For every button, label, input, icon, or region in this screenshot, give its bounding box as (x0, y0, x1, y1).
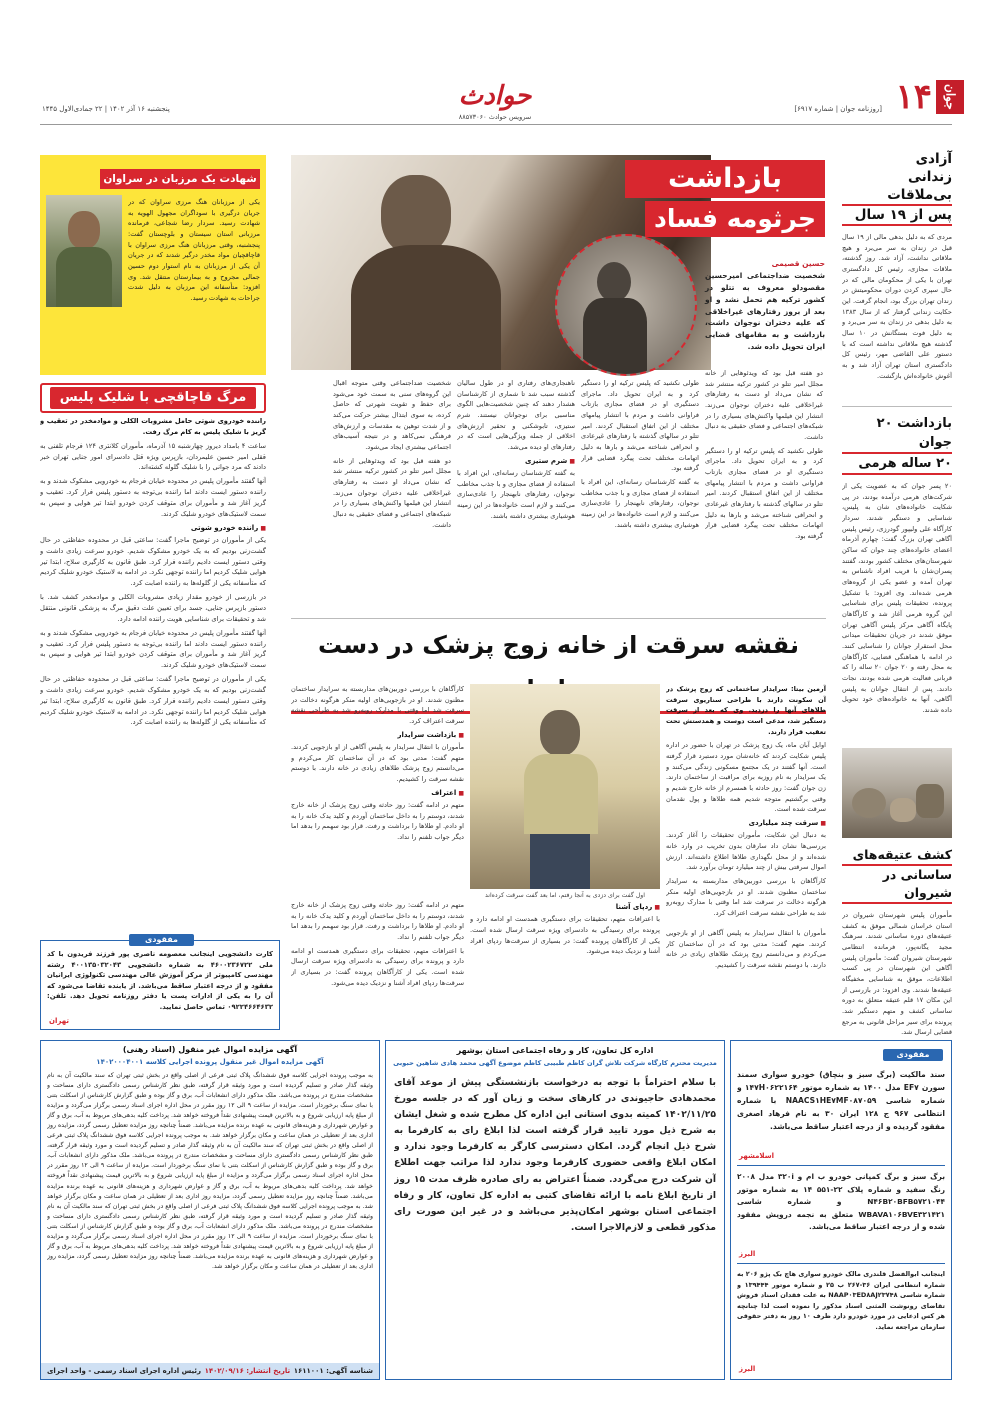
auction-notice (40, 1040, 380, 1380)
feature-paragraph: طولی نکشید که پلیس ترکیه او را دستگیر کرد و به ایران تحویل داد. ماجرای دستگیری او در فضای مجازی بازتاب فراوانی داشت و مردم با انتشار پیامهای مختلف از این اتفاق استقبال کردند. امیر تتلو در سالهای گذشته با رفتارهای غیرعادی و انحرافی شناخته می‌شد و بارها به دلیل اتهامات مختلف تحت پیگرد قضایی قرار گرفته بود. (581, 379, 699, 473)
lost-vehicle-label: مفقودی (883, 1049, 943, 1061)
arrest20-headline-line: ۲۰ ساله هرمی (842, 454, 952, 475)
service-line: سرویس حوادث ۸۸۵۷۳۰۶۰ (458, 113, 532, 121)
labor-office-body: با سلام احتراماً با توجه به درخواست بازنشستگی پیش از موعد آقای محمدهادی حاجیوندی در کارهای سخت و زیان آور که در جلسه مورخ ۱۴۰۲/۱۱/۲۵ کمیته بدوی استانی این اداره کل مطرح شده و شغل ایشان به شرح ذیل مورد تایید قرار گرفته است لذا ابلاغ رای به کارفرما به شرح ذیل انجام گردد. امکان دسترسی کارگر به کارفرما وجود ندارد و امکان ابلاغ واقعی حضوری کارفرما وجود ندارد لذا مراتب جهت اطلاع آن شرکت درج می‌گردد. ضمناً اعتراض به رای صادره ظرف مدت ۱۵ روز از تاریخ ابلاغ نامه با ارائه تقاضای کتبی به اداره کل تعاون، کار و رفاه اجتماعی استان بوشهر امکان‌پذیر می‌باشد و در غیر این صورت رای مذکور قطعی و لازم‌الاجرا است. (394, 1077, 716, 1233)
feature-headline-line1: بازداشت (625, 160, 825, 198)
antiques-photo (842, 748, 952, 838)
feature-col-4 (333, 378, 451, 606)
robbery-paragraph: به دنبال این شکایت، مأموران تحقیقات را آغاز کردند. بررسی‌ها نشان داد سارقان بدون تخریب در وارد خانه شده‌اند و از محل نگهداری طلاها اطلاع داشته‌اند. ارزش اموال سرقتی بیش از چند میلیارد تومان برآورد شد. (666, 831, 826, 872)
smuggler-headline-text: مرگ قاچاقچی با شلیک پلیس (50, 387, 257, 409)
prison-story (842, 150, 952, 412)
robbery-lead: آرمین بیتا: سرایدار ساختمانی که زوج پزشک در آن سکونت دارند با طراحی سناریوی سرقت طلاهای آنها را دزدید. وی که بعد از سرقت دستگیر شد، مدعی است دوست و همدستش تحت تعقیب قرار دارند. (666, 685, 826, 736)
robbery-paragraph: کارآگاهان با بررسی دوربین‌های مداربسته به سرایدار ساختمان مظنون شدند. او در بازجویی‌های اولیه منکر هرگونه دخالت در سرقت شد اما وقتی با مدارک روبه‌رو شد به طراحی نقشه سرقت اعتراف کرد. (666, 877, 826, 918)
robbery-col-mid (291, 684, 464, 894)
newspaper-logo: جوان (936, 80, 964, 114)
issue-line: [روزنامه جوان | شماره ۶۹۱۷] (794, 105, 882, 113)
antiques-body: مأموران پلیس شهرستان شیروان در استان خراسان شمالی موفق به کشف عتیقه‌های دوره ساسانی شدند. سرهنگ مجید یگانه‌پور، فرمانده انتظامی شهرستان شیروان گفت: مأموران پلیس آگاهی این شهرستان در پی کسب اطلاعات، موفق به شناسایی مخفیگاه عتیقه‌ها شدند. وی افزود: در بازرسی از این مکان ۱۷ قلم عتیقه متعلق به دوره ساسانی کشف و متهم دستگیر شد. پرونده برای سیر مراحل قانونی به مرجع قضایی ارسال شد. (842, 911, 952, 1037)
martyr-body: یکی از مرزبانان هنگ مرزی سراوان که در جریان درگیری با سوداگران مجهول‌ الهویه به شهادت رسید. سردار رضا شجاعی، فرمانده مرزبانی استان سیستان و بلوچستان گفت: پنجشنبه، وقتی مرزبانان هنگ مرزی سراوان با قاچاقچیان مواد مخدر درگیر شدند که در جریان آن یکی از مرزبانان به نام استوار دوم حسین جمالی مجروح و به بیمارستان منتقل شد. وی افزود: متأسفانه این مرزبان به دلیل شدت جراحات به شهادت رسید. (128, 198, 260, 303)
lost-card-label: مفقودی (129, 934, 194, 946)
feature-col-3 (457, 378, 575, 606)
robbery-paragraph: کارآگاهان با بررسی دوربین‌های مداربسته به سرایدار ساختمان مظنون شدند. او در بازجویی‌های اولیه منکر هرگونه دخالت در سرقت شد اما وقتی با مدارک روبه‌رو شد به طراحی نقشه سرقت اعتراف کرد. (291, 685, 464, 726)
section-title: حوادث (458, 81, 532, 111)
smuggler-paragraph: آنها گفتند مأموران پلیس در محدوده خیابان فرجام به خودرویی مشکوک شدند و به راننده دستور ایست دادند اما راننده بی‌توجه به دستور پلیس فرار کرد. تعقیب و گریز آغاز شد و مأموران برای متوقف کردن خودرو ابتدا تیر هوایی و سپس به سمت لاستیک‌های خودرو شلیک کردند. (40, 628, 266, 670)
martyr-photo (46, 195, 122, 307)
smuggler-body (40, 416, 266, 932)
robbery-paragraph: با اعترافات متهم، تحقیقات برای دستگیری همدست او ادامه دارد و پرونده برای رسیدگی به دادسرای ویژه سرقت ارسال شده است. یکی از کارآگاهان پرونده گفت: در بسیاری از سرقت‌ها ردپای افراد آشنا و نزدیک دیده می‌شود. (291, 946, 464, 987)
martyr-box (40, 155, 266, 375)
robbery-paragraph: اوایل آبان ماه، یک زوج پزشک در تهران با حضور در اداره پلیس شکایت کردند که خانه‌شان مورد دستبرد قرار گرفته است. آنها گفتند در یک مجتمع مسکونی زندگی می‌کنند و یک سرایدار به نام روزبه برای مراقبت از ساختمان دارند. زن جوان گفت: روز حادثه با همسرم از خانه خارج شدیم و وقتی برگشتیم متوجه شدیم همه طلاها و پول نقدمان سرقت شده است. (666, 741, 826, 814)
arrest20-story (842, 414, 952, 793)
robbery-paragraph: مأموران با انتقال سرایدار به پلیس آگاهی از او بازجویی کردند. متهم گفت: مدتی بود که در آن ساختمان کار می‌کردم و می‌دانستم زوج پزشک طلاهای زیادی در خانه دارند. با دوستم نقشه سرقت را کشیدیم. (666, 929, 826, 970)
page-number: ۱۴ (895, 77, 932, 117)
smuggler-paragraph: یکی از مأموران در توضیح ماجرا گفت: ساعتی قبل در محدوده حفاظتی در حال گشت‌زنی بودیم که به یک خودرو مشکوک شدیم. خودرو سرعت زیادی داشت و وقتی دستور ایست دادیم راننده فرار کرد. طبق قانون به کارگیری سلاح، ابتدا تیر هوایی شلیک کردیم اما راننده توجهی نکرد. در ادامه به لاستیک خودرو شلیک کردیم که متأسفانه یکی از گلوله‌ها به راننده اصابت کرد. (40, 675, 266, 727)
auction-paragraph: به موجب پرونده اجرایی کلاسه فوق ششدانگ پلاک ثبتی فرعی از اصلی واقع در بخش ثبتی تهران که سند مالکیت آن به نام وثیقه گذار صادر و تسلیم گردیده است و مورد وثیقه قرار گرفته، طبق نظر کارشناس رسمی دادگستری دارای مساحت و مشخصات مندرج در پرونده می‌باشد. ملک مذکور دارای انشعابات آب، برق و گاز بوده و طبق گزارش کارشناس از اسکلت بتنی با نمای سنگ برخوردار است. مزایده از ساعت ۹ الی ۱۲ روز مقرر در محل اداره اجرای اسناد رسمی برگزار می‌گردد و مزایده از مبلغ پایه ارزیابی شروع و به بالاترین قیمت پیشنهادی نقداً فروخته خواهد شد. پرداخت کلیه بدهی‌های مربوط به آب، برق و گاز و عوارض شهرداری و هزینه‌های قانونی به عهده برنده مزایده می‌باشد. ضمناً چنانچه روز مزایده تعطیل رسمی گردد، مزایده روز اداری بعد از تعطیلی در همان ساعت و مکان برگزار خواهد شد. (47, 1202, 373, 1270)
lost-vehicle-city-1: اسلامشهر (739, 1152, 775, 1160)
antiques-story (842, 846, 952, 1038)
feature-paragraph: به گفته کارشناسان رسانه‌ای، این افراد با استفاده از فضای مجازی و با جذب مخاطب نوجوان، رفتارهای نابهنجار را عادی‌سازی می‌کنند و لازم است خانواده‌ها در این زمینه هوشیاری بیشتری داشته باشند. (581, 478, 699, 529)
robbery-caption: اول گفت برای دزدی به آنجا رفتم، اما بعد گفت سرقت کرده‌اند (484, 892, 646, 899)
martyr-headline: شهادت یک مرزبان در سراوان (100, 169, 260, 189)
lost-card-city: تهران (49, 1017, 69, 1026)
feature-lead: شخصیت ضداجتماعی امیرحسین مقصودلو معروف به تتلو در کشور ترکیه هم تحمل نشد و او بعد از بروز رفتارهای غیراخلاقی که علیه دختران نوجوان داشت، بازداشت و به مقامهای قضایی ایران تحویل داده شد. (705, 271, 825, 352)
feature-col-1 (705, 368, 823, 606)
antiques-headline-line: کشف عتیقه‌های (842, 846, 952, 866)
auction-paragraph: به موجب پرونده اجرایی کلاسه فوق ششدانگ پلاک ثبتی فرعی از اصلی واقع در بخش ثبتی تهران که سند مالکیت آن به نام وثیقه گذار صادر و تسلیم گردیده است و مورد وثیقه قرار گرفته، طبق نظر کارشناس رسمی دادگستری دارای مساحت و مشخصات مندرج در پرونده می‌باشد. ملک مذکور دارای انشعابات آب، برق و گاز بوده و طبق گزارش کارشناس از اسکلت بتنی با نمای سنگ برخوردار است. مزایده از ساعت ۹ الی ۱۲ روز مقرر در محل اداره اجرای اسناد رسمی برگزار می‌گردد و مزایده از مبلغ پایه ارزیابی شروع و به بالاترین قیمت پیشنهادی نقداً فروخته خواهد شد. پرداخت کلیه بدهی‌های مربوط به آب، برق و گاز و عوارض شهرداری و هزینه‌های قانونی به عهده برنده مزایده می‌باشد. ضمناً چنانچه روز مزایده تعطیل رسمی گردد، مزایده روز اداری بعد از تعطیلی در همان ساعت و مکان برگزار خواهد شد. (47, 1132, 373, 1210)
column-divider (842, 406, 952, 407)
auction-body (47, 1071, 373, 1359)
antiques-headline (842, 846, 952, 904)
lost-vehicle-ad-1: سند مالکیت (برگ سبز و بنچاق) خودرو سواری سمند سورن EF۷ مدل ۱۴۰۰ به شماره موتور ۱۴۷H۰۶۲۲۱۶۴ و شماره شاسی NAACS۱HE۷MF۰۸۷۰۵۹ با شماره انتظامی ۹۶۷ ج ۱۲۸ ایران ۳۰ به نام فرهاد اصغری مفقود گردیده و از درجه اعتبار ساقط می‌باشد. (737, 1070, 945, 1131)
smuggler-paragraph: ساعت ۴ بامداد دیروز چهارشنبه ۱۵ آذرماه، مأموران کلانتری ۱۲۴ فرجام تلفنی به ققلی امیر حسین علیمردان، بازپرس ویژه قتل دادسرای امور جنایی تهران خبر دادند که مرد جوانی را با شلیک گلوله کشته‌اند. (40, 441, 266, 472)
arrest20-body: ۲۰ پسر جوان که به عضویت یکی از شرکت‌های هرمی درآمده بودند، در پی شکایت خانواده‌های شان به پلیس، شناسایی و دستگیر شدند. سردار کارآگاه علی ولیپور گودرزی، رئیس پلیس آگاهی تهران بزرگ گفت: چهارم آذرماه اعضای خانواده‌های چند جوان که ساکن شهرستان‌های مختلف کشور بودند، گفتند پسران‌شان با فریب افراد ناشناس به تهران آمده و عضو یکی از گروه‌های هرمی شده‌اند. وی افزود: با تشکیل پرونده، تحقیقات پلیس برای شناسایی این گروه هرمی آغاز شد و کارآگاهان پایگاه آگاهی مرکز پلیس آگاهی تهران موفق شدند در جریان تحقیقات میدانی محل استقرار جوانان را شناسایی کنند. در ادامه با هماهنگی قضایی، کارآگاهان به محل رفته و ۲۰ جوان ۲۰ ساله را که قربانی فعالیت هرمی شده بودند، نجات دادند. پس از انتقال جوانان به پلیس آگاهی، آنها به خانواده‌های خود تحویل داده شدند. (842, 482, 952, 715)
auction-id: شناسه آگهی: ۱۶۱۱۰۰۱ (293, 1366, 373, 1375)
auction-signatory: رئیس اداره اجرای اسناد رسمی - واحد اجرای (47, 1366, 202, 1375)
lost-vehicle-ad-2: برگ سبز و برگ کمپانی خودرو ب ام و ۳۲۰i مدل ۲۰۰۸ رنگ سفید و شماره پلاک ۲۲-۵۵۱ ۱۴ به شماره موتور N۴۶B۲۰BFB۵۷۲۱۰۴۴ و شماره شاسی WBAVA۱۰۶BVE۳۲۱۴۲۱ متعلق به نجمه درویش مفقود شده و از درجه اعتبار ساقط می‌باشد. (737, 1172, 945, 1232)
ad-separator (737, 1263, 945, 1264)
robbery-col-bottom-a (470, 900, 660, 1035)
robbery-col-bottom-b (291, 900, 464, 1035)
lost-card-notice (40, 935, 280, 1030)
smuggler-lead: راننده خودروی شوتی حامل مشروبات الکلی و موادمخدر در تعقیب و گریز با شلیک پلیس به کام مرگ رفت. (40, 417, 266, 436)
feature-paragraph: ناهنجاری‌های رفتاری او در طول سالیان گذشته سبب شد تا شماری از کارشناسان هشدار دهند که چنین شخصیت‌هایی الگوی مناسبی برای نوجوانان نیستند. شرم ستیزی، تابوشکنی و تحقیر ارزش‌های اخلاقی از جمله ویژگی‌هایی است که در رفتارهای او دیده می‌شد. (457, 379, 575, 452)
feature-paragraph: شخصیت ضداجتماعی وقتی متوجه اقبال این گروه‌های سنی به سمت خود می‌شود برای حفظ و تقویت شهرتی که حاصل کرده، به سوی ابتذال بیشتر حرکت می‌کند و از شدت توهین به مقدسات و ارزش‌های فرهنگی نمی‌کاهد و در نتیجه آسیب‌های اجتماعی بیشتری ایجاد می‌شود. (333, 379, 451, 452)
auction-title: آگهی مزایده اموال غیر منقول (اسناد رهنی) (122, 1045, 298, 1054)
robbery-paragraph: مأموران با انتقال سرایدار به پلیس آگاهی از او بازجویی کردند. متهم گفت: مدتی بود که در آن ساختمان کار می‌کردم و می‌دانستم زوج پزشک طلاهای زیادی در خانه دارند. با دوستم نقشه سرقت را کشیدیم. (291, 743, 464, 784)
prison-headline-line: آزادی (915, 151, 952, 167)
feature-paragraph: به گفته کارشناسان رسانه‌ای، این افراد با استفاده از فضای مجازی و با جذب مخاطب نوجوان، رفتارهای نابهنجار را عادی‌سازی می‌کنند و لازم است خانواده‌ها در این زمینه هوشیاری بیشتری داشته باشند. (457, 469, 575, 520)
feature-paragraph: دو هفته قبل بود که ویدئوهایی از خانه مجلل امیر تتلو در کشور ترکیه منتشر شد که نشان می‌داد او دست به رفتارهای غیراخلاقی علیه دختران نوجوان می‌زند. انتشار این فیلمها واکنش‌های بسیاری را در شبکه‌های اجتماعی و فضای حقیقی به دنبال داشت. (705, 369, 823, 442)
feature-headline-line2: جرثومه فساد (645, 201, 825, 237)
robbery-subhead: ■ ردپای آشنا (470, 902, 660, 913)
smuggler-headline (40, 383, 266, 413)
robbery-headline: نقشه سرقت از خانه زوج پزشک در دست (291, 623, 826, 714)
inset-circle-photo (555, 234, 697, 376)
smuggler-subhead: ■ راننده خودرو شوتی (40, 523, 266, 534)
robbery-subhead: ■ اعتراف (291, 788, 464, 799)
robbery-paragraph: با اعترافات متهم، تحقیقات برای دستگیری همدست او ادامه دارد و پرونده برای رسیدگی به دادسرای ویژه سرقت ارسال شده است. یکی از کارآگاهان پرونده گفت: در بسیاری از سرقت‌ها ردپای افراد آشنا و نزدیک دیده می‌شود. (470, 915, 660, 956)
lost-vehicle-city-2: البرز (739, 1250, 756, 1258)
arrest20-headline-line: بازداشت ۲۰ جوان (842, 414, 952, 454)
prison-headline-line: زندانی بی‌ملاقات (842, 168, 952, 206)
prison-body: مردی که به دلیل بدهی مالی از ۱۹ سال قبل در زندان به سر می‌برد و هیچ ملاقاتی نداشت، آزاد شد. روز گذشته، ملاقات مجازی، رئیس کل دادگستری تهران با یکی از محکومان مالی که در حال سپری کردن دوران محکومیتش در زندان تهران بزرگ بود، انجام گرفت. این حکایت زندانی گرفتار که از سال ۱۳۸۳ به دلیل بدهی در زندان به سر می‌برد و به دلیل فوت بستگانش در ۱۰ سال گذشته هیچ ملاقاتی نداشته است که با دستور علی القاضی مهر، رئیس کل دادگستری استان تهران آزاد شد و به آغوش خانواده‌اش بازگشت. (842, 233, 952, 380)
robbery-col-bottom-c (666, 928, 826, 1034)
robbery-paragraph: متهم در ادامه گفت: روز حادثه وقتی زوج پزشک از خانه خارج شدند، دوستم را به داخل ساختمان آوردم و کلید یدک خانه را به او دادم. او طلاها را برداشت و رفت. قرار بود سهمم را بدهد اما دیگر جواب تلفنم را نداد. (291, 801, 464, 842)
smuggler-paragraph: آنها گفتند مأموران پلیس در محدوده خیابان فرجام به خودرویی مشکوک شدند و به راننده دستور ایست دادند اما راننده بی‌توجه به دستور پلیس فرار کرد. تعقیب و گریز آغاز شد و مأموران برای متوقف کردن خودرو ابتدا تیر هوایی و سپس به سمت لاستیک‌های خودرو شلیک کردند. (40, 477, 266, 518)
auction-footer (41, 1363, 379, 1379)
lost-vehicle-ads (730, 1040, 952, 1380)
prison-headline (842, 150, 952, 226)
date-line: پنجشنبه ۱۶ آذر ۱۴۰۲ | ۲۲ جمادی‌الاول ۱۴۴۵ (42, 105, 170, 113)
feature-author: حسین قصیمی (771, 259, 825, 268)
robbery-col-right (666, 684, 826, 924)
feature-col-5 (291, 378, 329, 606)
smuggler-paragraph: یکی از مأموران در توضیح ماجرا گفت: ساعتی قبل در محدوده حفاظتی در حال گشت‌زنی بودیم که به یک خودرو مشکوک شدیم. خودرو سرعت زیادی داشت و وقتی دستور ایست دادیم راننده فرار کرد. طبق قانون به کارگیری سلاح، ابتدا تیر هوایی شلیک کردیم اما راننده توجهی نکرد. در ادامه به لاستیک خودرو شلیک کردیم که متأسفانه یکی از گلوله‌ها به راننده اصابت کرد. (40, 535, 266, 588)
feature-col-2 (581, 378, 699, 606)
arrest20-headline (842, 414, 952, 475)
labor-office-subtitle: مدیریت محترم کارگاه شرکت تلاش گران کاظم طبیبی کاظم موضوع آگهی محمد هادی شاهین حبوبی (393, 1059, 717, 1067)
robbery-photo (470, 684, 660, 889)
auction-paragraph: به موجب پرونده اجرایی کلاسه فوق ششدانگ پلاک ثبتی فرعی از اصلی واقع در بخش ثبتی تهران که سند مالکیت آن به نام وثیقه گذار صادر و تسلیم گردیده است و مورد وثیقه قرار گرفته، طبق نظر کارشناس رسمی دادگستری دارای مساحت و مشخصات مندرج در پرونده می‌باشد. ملک مذکور دارای انشعابات آب، برق و گاز بوده و طبق گزارش کارشناس از اسکلت بتنی با نمای سنگ برخوردار است. مزایده از ساعت ۹ الی ۱۲ روز مقرر در محل اداره اجرای اسناد رسمی برگزار می‌گردد و مزایده از مبلغ پایه ارزیابی شروع و به بالاترین قیمت پیشنهادی نقداً فروخته خواهد شد. پرداخت کلیه بدهی‌های مربوط به آب، برق و گاز و عوارض شهرداری و هزینه‌های قانونی به عهده برنده مزایده می‌باشد. ضمناً چنانچه روز مزایده تعطیل رسمی گردد، مزایده روز اداری بعد از تعطیلی در همان ساعت و مکان برگزار خواهد شد. (47, 1072, 373, 1140)
feature-subhead: ■ شرم ستیزی (457, 456, 575, 467)
feature-paragraph: دو هفته قبل بود که ویدئوهایی از خانه مجلل امیر تتلو در کشور ترکیه منتشر شد که نشان می‌داد او دست به رفتارهای غیراخلاقی علیه دختران نوجوان می‌زند. انتشار این فیلمها واکنش‌های بسیاری را در شبکه‌های اجتماعی و فضای حقیقی به دنبال داشت. (333, 456, 451, 529)
smuggler-paragraph: در بازرسی از خودرو مقدار زیادی مشروبات الکلی و موادمخدر کشف شد. با دستور بازپرس جنایی، جسد برای تعیین علت دقیق مرگ به پزشکی قانونی منتقل شد و تحقیقات برای شناسایی هویت راننده ادامه دارد. (40, 593, 266, 623)
ad-separator (737, 1165, 945, 1166)
robbery-paragraph: متهم در ادامه گفت: روز حادثه وقتی زوج پزشک از خانه خارج شدند، دوستم را به داخل ساختمان آوردم و کلید یدک خانه را به او دادم. او طلاها را برداشت و رفت. قرار بود سهمم را بدهد اما دیگر جواب تلفنم را نداد. (291, 901, 464, 942)
feature-paragraph: طولی نکشید که پلیس ترکیه او را دستگیر کرد و به ایران تحویل داد. ماجرای دستگیری او در فضای مجازی بازتاب فراوانی داشت و مردم با انتشار پیامهای مختلف از این اتفاق استقبال کردند. امیر تتلو در سالهای گذشته با رفتارهای غیرعادی و انحرافی شناخته می‌شد و بارها به دلیل اتهامات مختلف تحت پیگرد قضایی قرار گرفته بود. (705, 446, 823, 541)
labor-office-title: اداره کل تعاون، کار و رفاه اجتماعی استان بوشهر (456, 1046, 654, 1055)
masthead-divider (40, 124, 952, 125)
labor-office-notice (385, 1040, 725, 1380)
lost-card-text: کارت دانشجویی اینجانب معصومه ناصری پور فرزند فریدون با کد ملی ۴۶۰۰۲۳۶۷۲۲ به شماره دانشجویی ۴۰۰۱۳۵۰۳۲۰۴۳ رشته مهندسی کامپیوتر از مرکز آموزش عالی مهندسی تکنولوژی ایرانیان مفقود و از درجه اعتبار ساقط می‌باشد. از یابنده تقاضا می‌شود که آن را به یکی از ادارات پست یا دفتر روزنامه تحویل دهد. تلفن: ۰۹۲۲۴۶۶۴۶۳۲ تماس حاصل نمایید. (47, 950, 273, 1011)
robbery-subhead: ■ سرقت چند میلیاردی (666, 818, 826, 829)
robbery-subhead: ■ بازداشت سرایدار (291, 730, 464, 741)
feature-headline (625, 160, 825, 237)
auction-subtitle: آگهی مزایده اموال غیر منقول پرونده اجرایی کلاسه ۱۴۰۲۰۰۰۴۰۰۱ (96, 1058, 324, 1066)
lost-vehicle-city-3: البرز (739, 1365, 756, 1374)
antiques-headline-line: ساسانی در شیروان (842, 866, 952, 904)
auction-date: تاریخ انتشار: ۱۴۰۲/۰۹/۱۶ (204, 1366, 291, 1375)
lost-vehicle-ad-3: اینجانب ابوالفضل قلندری مالک خودرو سواری هاچ بک پژو ۲۰۶ به شماره انتظامی ایران ۳۶-۲۶۷ ب ۲۵ و شماره موتور ۱۳۹۴۴۴ و شماره شاسی NAAP۰۳ED۸AJ۲۳۷۴۸ به علت فقدان اسناد فروش تقاضای رونوشت المثنی اسناد مذکور را نموده است لذا چنانچه هر کس ادعایی در مورد خودرو دارد ظرف ۱۰ روز به دفتر حقوقی سازمان مراجعه نماید. (737, 1270, 945, 1331)
prison-headline-line: پس از ۱۹ سال (842, 206, 952, 226)
